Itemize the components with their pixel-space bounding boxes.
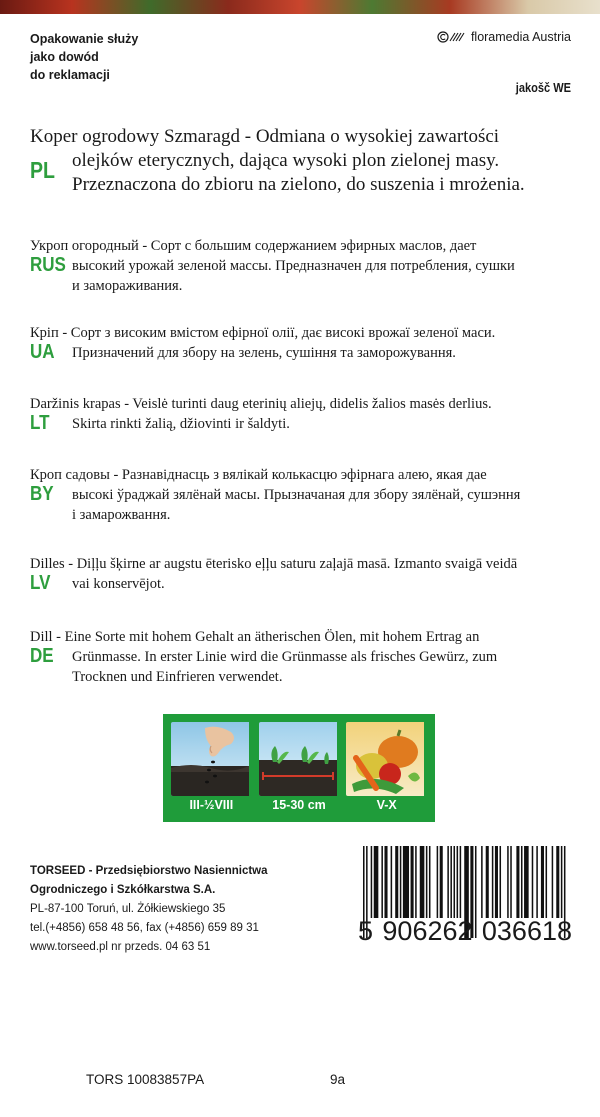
barcode-bar [556, 846, 559, 918]
barcode-bar [415, 846, 417, 918]
company-name-line: Ogrodniczego i Szkółkarstwa S.A. [30, 884, 216, 896]
description-line: Укроп огородный - Сорт с большим содержанием эфирных маслов, дает [30, 238, 477, 254]
barcode-digits [358, 916, 572, 948]
description-line: высокі ўраджай зялёнай масы. Прызначаная для збору зялёнай, сушэння [72, 487, 521, 503]
barcode-bar [536, 846, 538, 918]
barcode-bar [486, 846, 489, 918]
sowing-period-label: III-½VIII [189, 798, 234, 812]
cultivation-icons-panel [163, 714, 435, 822]
page-mark: 9a [330, 1072, 346, 1087]
language-code: BY [30, 483, 54, 505]
barcode-bar [516, 846, 519, 918]
barcode-bar [395, 846, 398, 918]
barcode-bar [561, 846, 563, 918]
ean-barcode [358, 846, 572, 954]
company-address: PL-87-100 Toruń, ul. Żółkiewskiego 35 [30, 903, 226, 915]
barcode-bar [510, 846, 512, 918]
barcode-bar [546, 846, 548, 918]
description-line: высокий урожай зеленой массы. Предназначен для потребления, сушки [72, 258, 515, 274]
language-code: DE [30, 645, 54, 667]
barcode-bar [411, 846, 414, 918]
barcode-bar [400, 846, 402, 918]
company-website: www.torseed.pl nr przeds. 04 63 51 [30, 941, 211, 953]
harvest-period-label: V-X [376, 798, 397, 812]
sowing-hand-icon [171, 722, 252, 796]
description-line: Grünmasse. In erster Linie wird die Grünmasse als frisches Gewürz, zum [72, 649, 498, 665]
quality-mark: jakošč WE [515, 80, 571, 95]
barcode-bar [481, 846, 483, 918]
complaint-notice [30, 30, 230, 84]
barcode-bar [500, 846, 502, 918]
barcode-bar [492, 846, 494, 918]
barcode-bar [524, 846, 529, 918]
barcode-bar [374, 846, 379, 918]
language-code: PL [30, 157, 55, 183]
description-line: Кроп садовы - Разнавіднасць з вялікай колькасцю эфірнага алею, якая дае [30, 467, 487, 483]
language-code: UA [30, 341, 55, 363]
spacing-panel [259, 722, 340, 814]
description-line: Koper ogrodowy Szmaragd - Odmiana o wysokiej zawartości [30, 126, 500, 147]
description-line: Daržinis krapas - Veislė turinti daug eterinių aliejų, didelis žalios masės derlius. [30, 396, 492, 412]
barcode-bar [495, 846, 498, 918]
barcode-bar [454, 846, 456, 918]
harvest-panel [346, 722, 427, 814]
barcode-bar [429, 846, 431, 918]
copyright-logo-icon [437, 31, 467, 43]
barcode-bar [371, 846, 373, 918]
barcode-bar [521, 846, 523, 918]
company-info [30, 862, 268, 957]
copyright-notice [437, 30, 571, 44]
description-line: Przeznaczona do zbioru na zielono, do suszenia i mrożenia. [72, 174, 525, 195]
barcode-digit-group: 5 [358, 916, 374, 946]
language-code: RUS [30, 254, 66, 276]
barcode-bar [420, 846, 425, 918]
company-phone: tel.(+4856) 658 48 56, fax (+4856) 659 89 31 [30, 922, 259, 934]
barcode-bar [381, 846, 383, 918]
barcode-bar [440, 846, 443, 918]
description-line: Trocknen und Einfrieren verwendet. [72, 669, 283, 685]
barcode-bar [507, 846, 509, 918]
description-line: Кріп - Сорт з високим вмістом ефірної олії, дає високі врожаї зеленої маси. [30, 325, 496, 341]
barcode-bar [437, 846, 439, 918]
harvest-vegetables-icon [346, 722, 427, 796]
language-code: LV [30, 572, 51, 594]
description-line: Призначений для збору на зелень, сушіння та заморожування. [72, 345, 456, 361]
product-code: TORS 10083857PA [86, 1072, 205, 1087]
barcode-bar [450, 846, 452, 918]
company-name-line: TORSEED - Przedsiębiorstwo Nasiennictwa [30, 865, 268, 877]
complaint-line: do reklamacji [30, 68, 110, 82]
language-code: LT [30, 412, 50, 434]
barcode-bar [426, 846, 428, 918]
barcode-bar [460, 846, 462, 918]
description-line: vai konservējot. [72, 576, 165, 592]
barcode-bar [391, 846, 393, 918]
description-line: Dilles - Diļļu šķirne ar augstu ēterisko eļļu saturu zaļajā masā. Izmanto svaigā veidā [30, 556, 518, 572]
barcode-digit-group: 036618 [481, 916, 572, 946]
complaint-line: Opakowanie służy [30, 32, 139, 46]
barcode-bar [447, 846, 449, 918]
description-line: Dill - Eine Sorte mit hohem Gehalt an ätherischen Ölen, mit hohem Ertrag an [30, 629, 480, 645]
product-photo-strip [0, 0, 600, 14]
complaint-line: jako dowód [30, 50, 99, 64]
description-line: и замораживания. [72, 278, 183, 294]
description-line: і замарожвання. [72, 507, 171, 523]
copyright-text: floramedia Austria [470, 30, 571, 44]
sowing-panel [171, 722, 252, 814]
barcode-bar [384, 846, 387, 918]
barcode-bar [541, 846, 544, 918]
seedling-spacing-icon [259, 722, 340, 796]
barcode-bar [532, 846, 534, 918]
barcode-bar [403, 846, 409, 918]
description-line: olejków eterycznych, dająca wysoki plon zielonej masy. [72, 150, 500, 171]
barcode-bar [457, 846, 459, 918]
barcode-digit-group: 906262 [382, 916, 473, 946]
barcode-bar [552, 846, 554, 918]
description-line: Skirta rinkti žalią, džiovinti ir šaldyti. [72, 416, 290, 432]
spacing-label: 15-30 cm [272, 798, 326, 812]
